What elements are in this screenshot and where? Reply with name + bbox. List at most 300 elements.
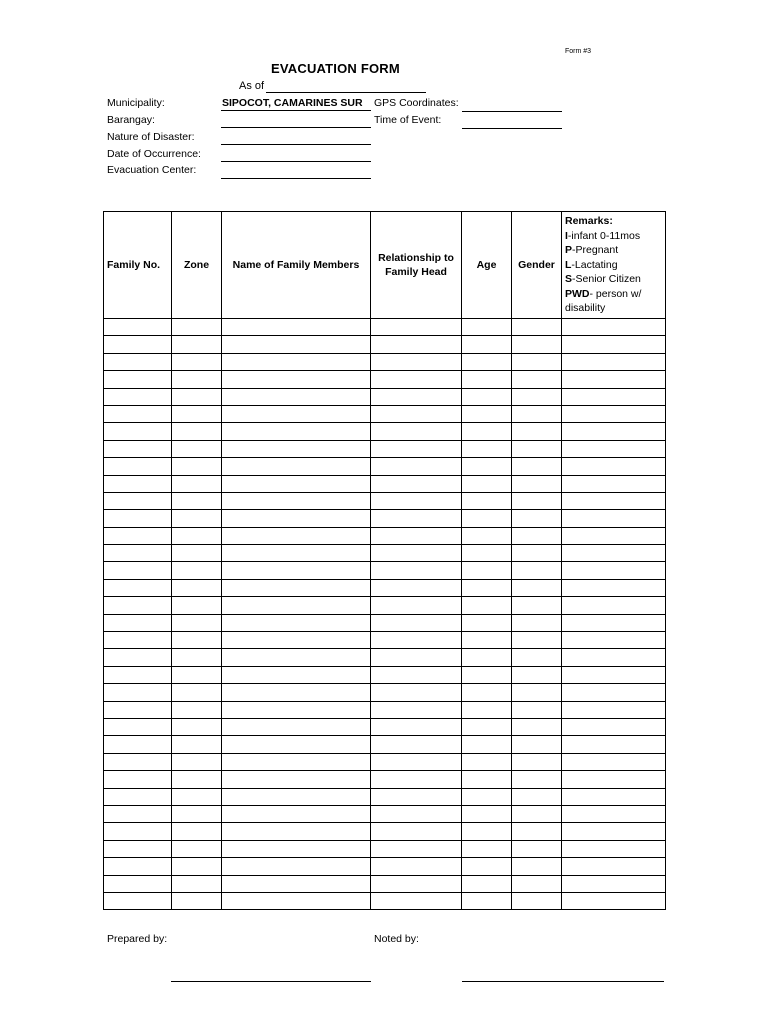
table-cell[interactable] — [104, 875, 172, 892]
table-cell[interactable] — [562, 475, 666, 492]
table-cell[interactable] — [512, 423, 562, 440]
table-cell[interactable] — [562, 614, 666, 631]
table-cell[interactable] — [104, 353, 172, 370]
table-cell[interactable] — [512, 562, 562, 579]
table-cell[interactable] — [104, 771, 172, 788]
table-cell[interactable] — [512, 771, 562, 788]
table-cell[interactable] — [222, 684, 371, 701]
table-cell[interactable] — [371, 684, 462, 701]
table-cell[interactable] — [222, 701, 371, 718]
date-of-occurrence-field[interactable] — [221, 161, 371, 162]
table-cell[interactable] — [512, 753, 562, 770]
table-cell[interactable] — [562, 336, 666, 353]
header-age: Age — [462, 212, 512, 319]
table-row — [104, 701, 666, 718]
table-cell[interactable] — [172, 510, 222, 527]
table-cell[interactable] — [562, 405, 666, 422]
table-cell[interactable] — [562, 875, 666, 892]
table-cell[interactable] — [371, 405, 462, 422]
table-cell[interactable] — [222, 649, 371, 666]
table-cell[interactable] — [462, 614, 512, 631]
table-cell[interactable] — [562, 805, 666, 822]
table-cell[interactable] — [222, 875, 371, 892]
table-row — [104, 440, 666, 457]
table-cell[interactable] — [462, 701, 512, 718]
table-cell[interactable] — [222, 823, 371, 840]
evacuation-center-field[interactable] — [221, 178, 371, 179]
table-cell[interactable] — [172, 371, 222, 388]
table-cell[interactable] — [222, 371, 371, 388]
table-cell[interactable] — [371, 545, 462, 562]
date-of-occurrence-label: Date of Occurrence: — [107, 148, 201, 160]
table-cell[interactable] — [562, 858, 666, 875]
table-cell[interactable] — [104, 440, 172, 457]
table-cell[interactable] — [562, 788, 666, 805]
table-cell[interactable] — [172, 788, 222, 805]
table-cell[interactable] — [172, 684, 222, 701]
table-cell[interactable] — [104, 753, 172, 770]
table-cell[interactable] — [371, 371, 462, 388]
table-row — [104, 510, 666, 527]
table-row — [104, 527, 666, 544]
table-cell[interactable] — [172, 545, 222, 562]
table-cell[interactable] — [562, 492, 666, 509]
table-row — [104, 562, 666, 579]
table-cell[interactable] — [222, 892, 371, 909]
table-cell[interactable] — [104, 405, 172, 422]
table-cell[interactable] — [562, 840, 666, 857]
table-row — [104, 649, 666, 666]
table-cell[interactable] — [462, 718, 512, 735]
table-cell[interactable] — [172, 840, 222, 857]
table-cell[interactable] — [462, 371, 512, 388]
table-cell[interactable] — [462, 336, 512, 353]
table-cell[interactable] — [104, 892, 172, 909]
prepared-by-signature-line[interactable] — [171, 981, 371, 982]
table-cell[interactable] — [562, 597, 666, 614]
table-row — [104, 579, 666, 596]
table-cell[interactable] — [562, 684, 666, 701]
table-cell[interactable] — [371, 823, 462, 840]
table-cell[interactable] — [562, 388, 666, 405]
table-cell[interactable] — [222, 840, 371, 857]
table-cell[interactable] — [222, 632, 371, 649]
table-cell[interactable] — [222, 666, 371, 683]
table-cell[interactable] — [104, 632, 172, 649]
table-row — [104, 475, 666, 492]
table-cell[interactable] — [562, 440, 666, 457]
table-cell[interactable] — [512, 614, 562, 631]
header-zone: Zone — [172, 212, 222, 319]
table-cell[interactable] — [512, 805, 562, 822]
table-cell[interactable] — [462, 684, 512, 701]
table-cell[interactable] — [462, 632, 512, 649]
table-cell[interactable] — [172, 475, 222, 492]
table-cell[interactable] — [222, 440, 371, 457]
table-row — [104, 788, 666, 805]
table-row — [104, 753, 666, 770]
table-cell[interactable] — [371, 858, 462, 875]
table-cell[interactable] — [104, 736, 172, 753]
table-cell[interactable] — [512, 319, 562, 336]
table-cell[interactable] — [562, 649, 666, 666]
table-cell[interactable] — [512, 371, 562, 388]
table-cell[interactable] — [371, 788, 462, 805]
table-cell[interactable] — [462, 666, 512, 683]
table-cell[interactable] — [222, 562, 371, 579]
table-cell[interactable] — [172, 458, 222, 475]
table-cell[interactable] — [222, 736, 371, 753]
table-row — [104, 736, 666, 753]
table-cell[interactable] — [222, 423, 371, 440]
municipality-label: Municipality: — [107, 97, 165, 109]
as-of-label: As of — [239, 80, 265, 92]
table-row — [104, 423, 666, 440]
table-cell[interactable] — [172, 718, 222, 735]
nature-of-disaster-field[interactable] — [221, 144, 371, 145]
table-cell[interactable] — [462, 510, 512, 527]
municipality-value: SIPOCOT, CAMARINES SUR — [222, 97, 363, 109]
table-cell[interactable] — [512, 718, 562, 735]
table-cell[interactable] — [462, 823, 512, 840]
table-cell[interactable] — [222, 545, 371, 562]
table-cell[interactable] — [104, 510, 172, 527]
table-cell[interactable] — [512, 788, 562, 805]
remarks-code-pwd: PWD — [565, 287, 590, 300]
table-row — [104, 458, 666, 475]
table-cell[interactable] — [512, 388, 562, 405]
table-cell[interactable] — [512, 632, 562, 649]
table-row — [104, 892, 666, 909]
barangay-label: Barangay: — [107, 114, 155, 126]
table-cell[interactable] — [512, 475, 562, 492]
table-cell[interactable] — [371, 632, 462, 649]
time-of-event-label: Time of Event: — [374, 114, 442, 126]
table-cell[interactable] — [172, 388, 222, 405]
table-cell[interactable] — [512, 666, 562, 683]
table-cell[interactable] — [462, 388, 512, 405]
table-cell[interactable] — [562, 736, 666, 753]
table-cell[interactable] — [222, 597, 371, 614]
table-cell[interactable] — [512, 597, 562, 614]
table-row — [104, 840, 666, 857]
table-cell[interactable] — [462, 492, 512, 509]
table-cell[interactable] — [172, 527, 222, 544]
table-cell[interactable] — [512, 405, 562, 422]
municipality-field[interactable] — [221, 110, 371, 111]
table-cell[interactable] — [222, 353, 371, 370]
table-cell[interactable] — [172, 701, 222, 718]
table-cell[interactable] — [512, 684, 562, 701]
table-cell[interactable] — [562, 545, 666, 562]
table-cell[interactable] — [104, 527, 172, 544]
table-cell[interactable] — [222, 753, 371, 770]
table-cell[interactable] — [512, 875, 562, 892]
table-cell[interactable] — [104, 336, 172, 353]
table-cell[interactable] — [371, 353, 462, 370]
table-cell[interactable] — [172, 753, 222, 770]
table-row — [104, 666, 666, 683]
table-cell[interactable] — [371, 336, 462, 353]
table-cell[interactable] — [104, 545, 172, 562]
table-cell[interactable] — [462, 805, 512, 822]
table-cell[interactable] — [462, 423, 512, 440]
table-cell[interactable] — [371, 771, 462, 788]
barangay-field[interactable] — [221, 127, 371, 128]
table-cell[interactable] — [371, 718, 462, 735]
table-cell[interactable] — [562, 666, 666, 683]
header-relationship: Relationship to Family Head — [371, 212, 462, 319]
time-of-event-field[interactable] — [462, 128, 562, 129]
table-cell[interactable] — [371, 701, 462, 718]
table-cell[interactable] — [371, 649, 462, 666]
table-cell[interactable] — [462, 875, 512, 892]
table-cell[interactable] — [371, 458, 462, 475]
table-cell[interactable] — [222, 492, 371, 509]
remarks-text-l: -Lactating — [571, 258, 618, 271]
table-cell[interactable] — [172, 823, 222, 840]
table-cell[interactable] — [222, 579, 371, 596]
table-cell[interactable] — [512, 579, 562, 596]
table-cell[interactable] — [512, 736, 562, 753]
table-cell[interactable] — [562, 632, 666, 649]
table-cell[interactable] — [371, 562, 462, 579]
table-cell[interactable] — [462, 736, 512, 753]
nature-of-disaster-label: Nature of Disaster: — [107, 131, 195, 143]
table-cell[interactable] — [371, 510, 462, 527]
table-cell[interactable] — [172, 405, 222, 422]
table-cell[interactable] — [462, 858, 512, 875]
table-cell[interactable] — [562, 753, 666, 770]
table-cell[interactable] — [462, 649, 512, 666]
table-row — [104, 718, 666, 735]
table-cell[interactable] — [462, 545, 512, 562]
table-cell[interactable] — [104, 788, 172, 805]
table-cell[interactable] — [371, 440, 462, 457]
table-cell[interactable] — [512, 892, 562, 909]
table-cell[interactable] — [222, 405, 371, 422]
table-cell[interactable] — [172, 440, 222, 457]
table-cell[interactable] — [562, 579, 666, 596]
table-cell[interactable] — [172, 649, 222, 666]
table-cell[interactable] — [512, 336, 562, 353]
table-cell[interactable] — [104, 458, 172, 475]
table-cell[interactable] — [371, 579, 462, 596]
table-cell[interactable] — [172, 858, 222, 875]
header-gender: Gender — [512, 212, 562, 319]
table-cell[interactable] — [104, 701, 172, 718]
form-title: EVACUATION FORM — [271, 61, 400, 76]
table-cell[interactable] — [104, 475, 172, 492]
table-cell[interactable] — [562, 771, 666, 788]
table-cell[interactable] — [371, 527, 462, 544]
table-cell[interactable] — [104, 614, 172, 631]
table-cell[interactable] — [462, 840, 512, 857]
table-cell[interactable] — [172, 805, 222, 822]
table-cell[interactable] — [512, 458, 562, 475]
table-cell[interactable] — [172, 423, 222, 440]
table-cell[interactable] — [562, 892, 666, 909]
table-cell[interactable] — [172, 319, 222, 336]
table-cell[interactable] — [172, 597, 222, 614]
table-cell[interactable] — [371, 875, 462, 892]
table-cell[interactable] — [222, 336, 371, 353]
remarks-code-p: P — [565, 244, 573, 256]
table-row — [104, 371, 666, 388]
table-cell[interactable] — [172, 632, 222, 649]
table-cell[interactable] — [371, 736, 462, 753]
table-cell[interactable] — [222, 527, 371, 544]
table-cell[interactable] — [512, 353, 562, 370]
table-row — [104, 875, 666, 892]
table-cell[interactable] — [512, 440, 562, 457]
table-cell[interactable] — [104, 388, 172, 405]
gps-coordinates-field[interactable] — [462, 111, 562, 112]
table-row — [104, 684, 666, 701]
table-cell[interactable] — [371, 319, 462, 336]
table-cell[interactable] — [371, 423, 462, 440]
table-cell[interactable] — [104, 597, 172, 614]
table-cell[interactable] — [172, 892, 222, 909]
table-cell[interactable] — [562, 527, 666, 544]
table-cell[interactable] — [104, 805, 172, 822]
table-cell[interactable] — [512, 492, 562, 509]
evacuees-table — [103, 211, 666, 910]
table-cell[interactable] — [371, 840, 462, 857]
table-cell[interactable] — [222, 458, 371, 475]
table-cell[interactable] — [104, 823, 172, 840]
table-cell[interactable] — [512, 510, 562, 527]
table-cell[interactable] — [512, 545, 562, 562]
table-cell[interactable] — [222, 614, 371, 631]
form-number: Form #3 — [565, 48, 592, 55]
table-row — [104, 336, 666, 353]
table-cell[interactable] — [462, 788, 512, 805]
table-row — [104, 353, 666, 370]
table-cell[interactable] — [462, 319, 512, 336]
table-cell[interactable] — [222, 475, 371, 492]
table-cell[interactable] — [222, 858, 371, 875]
as-of-field[interactable] — [266, 92, 426, 93]
table-cell[interactable] — [462, 562, 512, 579]
table-cell[interactable] — [462, 475, 512, 492]
table-cell[interactable] — [462, 771, 512, 788]
table-cell[interactable] — [512, 649, 562, 666]
table-cell[interactable] — [172, 875, 222, 892]
table-cell[interactable] — [371, 597, 462, 614]
table-cell[interactable] — [562, 701, 666, 718]
table-cell[interactable] — [222, 388, 371, 405]
table-cell[interactable] — [562, 718, 666, 735]
table-cell[interactable] — [462, 597, 512, 614]
table-cell[interactable] — [104, 319, 172, 336]
table-row — [104, 492, 666, 509]
table-row — [104, 405, 666, 422]
table-cell[interactable] — [104, 858, 172, 875]
table-cell[interactable] — [371, 492, 462, 509]
table-body — [104, 319, 666, 910]
table-cell[interactable] — [104, 562, 172, 579]
table-cell[interactable] — [371, 805, 462, 822]
table-cell[interactable] — [371, 388, 462, 405]
table-cell[interactable] — [172, 666, 222, 683]
table-cell[interactable] — [104, 423, 172, 440]
table-cell[interactable] — [562, 510, 666, 527]
table-cell[interactable] — [104, 579, 172, 596]
table-cell[interactable] — [462, 458, 512, 475]
table-cell[interactable] — [462, 579, 512, 596]
table-cell[interactable] — [104, 684, 172, 701]
table-cell[interactable] — [222, 510, 371, 527]
table-cell[interactable] — [104, 840, 172, 857]
table-cell[interactable] — [371, 753, 462, 770]
table-cell[interactable] — [222, 718, 371, 735]
remarks-code-i: I — [565, 229, 568, 242]
noted-by-signature-line[interactable] — [462, 981, 664, 982]
table-cell[interactable] — [172, 771, 222, 788]
table-cell[interactable] — [222, 319, 371, 336]
table-cell[interactable] — [222, 771, 371, 788]
table-cell[interactable] — [562, 562, 666, 579]
table-cell[interactable] — [172, 336, 222, 353]
table-cell[interactable] — [512, 527, 562, 544]
table-cell[interactable] — [104, 718, 172, 735]
table-cell[interactable] — [371, 475, 462, 492]
table-cell[interactable] — [562, 423, 666, 440]
table-cell[interactable] — [371, 666, 462, 683]
table-header-row — [104, 212, 666, 319]
table-cell[interactable] — [462, 527, 512, 544]
table-cell[interactable] — [462, 440, 512, 457]
table-cell[interactable] — [172, 492, 222, 509]
table-cell[interactable] — [562, 353, 666, 370]
table-cell[interactable] — [104, 371, 172, 388]
table-cell[interactable] — [104, 666, 172, 683]
remarks-text-i: -infant 0-11mos — [567, 229, 641, 242]
table-cell[interactable] — [222, 805, 371, 822]
table-row — [104, 319, 666, 336]
table-cell[interactable] — [371, 892, 462, 909]
table-cell[interactable] — [172, 579, 222, 596]
remarks-code-s: S — [565, 273, 573, 285]
table-row — [104, 614, 666, 631]
table-cell[interactable] — [371, 614, 462, 631]
table-cell[interactable] — [172, 562, 222, 579]
table-cell[interactable] — [512, 840, 562, 857]
table-cell[interactable] — [462, 353, 512, 370]
table-cell[interactable] — [562, 319, 666, 336]
table-cell[interactable] — [462, 405, 512, 422]
table-row — [104, 805, 666, 822]
table-cell[interactable] — [172, 736, 222, 753]
table-cell[interactable] — [562, 823, 666, 840]
table-cell[interactable] — [172, 353, 222, 370]
header-family-members: Name of Family Members — [222, 212, 371, 319]
table-cell[interactable] — [562, 458, 666, 475]
table-cell[interactable] — [512, 858, 562, 875]
table-cell[interactable] — [104, 649, 172, 666]
table-cell[interactable] — [172, 614, 222, 631]
table-cell[interactable] — [512, 823, 562, 840]
table-cell[interactable] — [562, 371, 666, 388]
table-cell[interactable] — [462, 892, 512, 909]
table-cell[interactable] — [512, 701, 562, 718]
header-family-no: Family No. — [104, 212, 172, 319]
table-cell[interactable] — [222, 788, 371, 805]
table-cell[interactable] — [104, 492, 172, 509]
table-row — [104, 388, 666, 405]
table-cell[interactable] — [462, 753, 512, 770]
